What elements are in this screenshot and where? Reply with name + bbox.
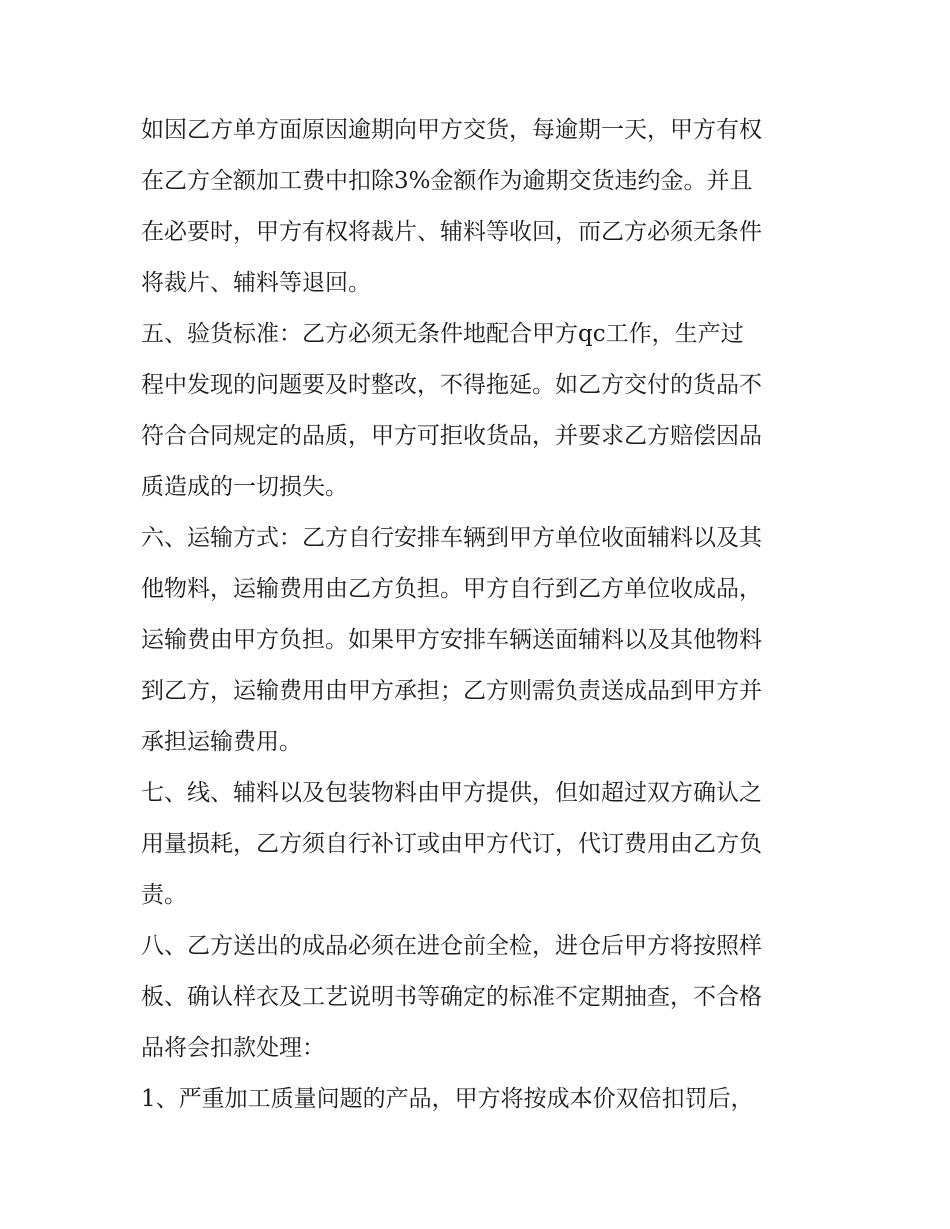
- text-line: 1、严重加工质量问题的产品，甲方将按成本价双倍扣罚后，: [141, 1086, 754, 1112]
- text-line: 责。: [141, 882, 187, 908]
- text-line: 在乙方全额加工费中扣除3%金额作为逾期交货违约金。并且: [141, 168, 753, 194]
- text-line: 板、确认样衣及工艺说明书等确定的标准不定期抽查，不合格: [141, 984, 762, 1010]
- text-line: 承担运输费用。: [141, 729, 302, 755]
- document-body: [141, 105, 821, 1125]
- text-line: 八、乙方送出的成品必须在进仓前全检，进仓后甲方将按照样: [141, 933, 762, 959]
- text-line: 七、线、辅料以及包装物料由甲方提供，但如超过双方确认之: [141, 780, 762, 806]
- text-line: 运输费由甲方负担。如果甲方安排车辆送面辅料以及其他物料: [141, 627, 762, 653]
- text-line: 六、运输方式：乙方自行安排车辆到甲方单位收面辅料以及其: [141, 525, 762, 551]
- text-line: 在必要时，甲方有权将裁片、辅料等收回，而乙方必须无条件: [141, 219, 762, 245]
- text-line: 符合合同规定的品质，甲方可拒收货品，并要求乙方赔偿因品: [141, 423, 762, 449]
- text-line: 他物料，运输费用由乙方负担。甲方自行到乙方单位收成品，: [141, 576, 762, 602]
- text-line: 用量损耗，乙方须自行补订或由甲方代订，代订费用由乙方负: [141, 831, 762, 857]
- text-line: 程中发现的问题要及时整改，不得拖延。如乙方交付的货品不: [141, 372, 762, 398]
- text-line: 到乙方，运输费用由甲方承担；乙方则需负责送成品到甲方并: [141, 678, 762, 704]
- text-line: 质造成的一切损失。: [141, 474, 348, 500]
- text-line: 将裁片、辅料等退回。: [141, 270, 371, 296]
- text-line: 品将会扣款处理：: [141, 1035, 325, 1061]
- text-line: 如因乙方单方面原因逾期向甲方交货，每逾期一天，甲方有权: [141, 117, 762, 143]
- text-line: 五、验货标准：乙方必须无条件地配合甲方qc工作，生产过: [141, 321, 744, 347]
